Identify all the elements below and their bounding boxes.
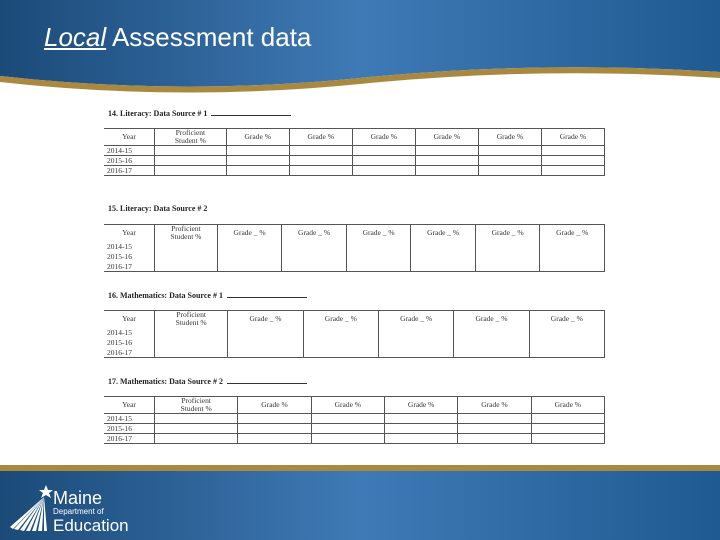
table-row	[104, 166, 605, 176]
value-cell[interactable]	[155, 251, 218, 261]
title-emphasis: Local	[44, 22, 107, 52]
value-cell[interactable]	[303, 327, 378, 337]
grade-header: Grade _ %	[454, 311, 529, 328]
value-cell[interactable]	[529, 347, 604, 358]
value-cell[interactable]	[415, 166, 478, 176]
year-cell: 2016-17	[104, 434, 155, 444]
value-cell[interactable]	[540, 261, 605, 272]
value-cell[interactable]	[155, 424, 238, 434]
grade-header: Grade %	[311, 397, 384, 414]
value-cell[interactable]	[475, 251, 540, 261]
proficient-header	[155, 129, 227, 146]
value-cell[interactable]	[531, 434, 604, 444]
value-cell[interactable]	[226, 146, 289, 156]
grade-header: Grade _ %	[346, 225, 411, 242]
value-cell[interactable]	[415, 156, 478, 166]
value-cell[interactable]	[155, 156, 227, 166]
data-table	[104, 224, 605, 272]
grade-header: Grade _ %	[475, 225, 540, 242]
value-cell[interactable]	[303, 347, 378, 358]
value-cell[interactable]	[155, 347, 228, 358]
value-cell[interactable]	[352, 146, 415, 156]
table-row	[104, 434, 605, 444]
value-cell[interactable]	[540, 251, 605, 261]
value-cell[interactable]	[238, 434, 311, 444]
grade-header: Grade _ %	[540, 225, 605, 242]
year-cell: 2015-16	[107, 337, 132, 347]
grade-header: Grade %	[478, 129, 541, 146]
value-cell[interactable]	[411, 251, 476, 261]
header-band	[0, 0, 720, 100]
value-cell[interactable]	[155, 146, 227, 156]
student-percent-label: Student %	[170, 232, 202, 241]
grade-header: Grade _ %	[282, 225, 347, 242]
proficient-label: Proficient	[181, 396, 211, 405]
value-cell[interactable]	[228, 347, 303, 358]
table-header-row	[104, 225, 605, 242]
proficient-label: Proficient	[175, 128, 206, 137]
value-cell[interactable]	[458, 434, 531, 444]
proficient-header	[155, 225, 218, 242]
grade-header: Grade %	[352, 129, 415, 146]
value-cell[interactable]	[346, 251, 411, 261]
year-cell: 2016-17	[104, 347, 155, 358]
value-cell[interactable]	[378, 337, 453, 347]
value-cell[interactable]	[352, 166, 415, 176]
student-percent-label: Student %	[174, 136, 206, 145]
table-header-row	[104, 129, 605, 146]
grade-header: Grade %	[531, 397, 604, 414]
section-heading	[108, 290, 307, 300]
grade-header: Grade %	[238, 397, 311, 414]
value-cell[interactable]	[282, 241, 347, 251]
logo-education: Education	[53, 516, 129, 535]
year-cell: 2014-15	[104, 414, 155, 424]
logo-wordmark	[53, 489, 129, 535]
value-cell[interactable]	[289, 156, 352, 166]
table-row	[104, 251, 605, 261]
value-cell[interactable]	[228, 327, 303, 337]
grade-header: Grade _ %	[228, 311, 303, 328]
value-cell[interactable]	[415, 146, 478, 156]
year-header: Year	[104, 225, 155, 242]
year-header: Year	[104, 397, 155, 414]
value-cell[interactable]	[282, 251, 347, 261]
value-cell[interactable]	[155, 414, 238, 424]
value-cell[interactable]	[385, 434, 458, 444]
value-cell[interactable]	[155, 241, 218, 251]
table-row	[104, 261, 605, 272]
value-cell[interactable]	[531, 414, 604, 424]
value-cell[interactable]	[541, 166, 604, 176]
grade-header: Grade _ %	[378, 311, 453, 328]
table-row	[104, 414, 605, 424]
blank-line	[211, 108, 291, 116]
value-cell[interactable]	[378, 347, 453, 358]
grade-header: Grade %	[541, 129, 604, 146]
value-cell[interactable]	[454, 347, 529, 358]
table-row	[104, 156, 605, 166]
blank-line	[227, 376, 307, 384]
value-cell[interactable]	[529, 327, 604, 337]
grade-header: Grade %	[385, 397, 458, 414]
value-cell[interactable]	[478, 146, 541, 156]
grade-header: Grade _ %	[303, 311, 378, 328]
year-header: Year	[104, 129, 155, 146]
table-header-row	[104, 311, 605, 328]
footer-gold-stripe	[0, 465, 720, 471]
value-cell[interactable]	[226, 166, 289, 176]
section-heading-text: 15. Literacy: Data Source # 2	[108, 204, 208, 213]
proficient-label: Proficient	[171, 224, 201, 233]
value-cell[interactable]	[217, 241, 282, 251]
value-cell[interactable]	[458, 414, 531, 424]
value-cell[interactable]	[303, 337, 378, 347]
value-cell[interactable]	[385, 424, 458, 434]
section-heading-text: 14. Literacy: Data Source # 1	[108, 109, 208, 118]
value-cell[interactable]	[540, 241, 605, 251]
value-cell[interactable]	[238, 414, 311, 424]
year-cell: 2015-16	[104, 424, 155, 434]
year-cell: 2015-16	[104, 156, 155, 166]
year-cell: 2014-15	[107, 327, 132, 337]
value-cell[interactable]	[311, 434, 384, 444]
section-heading	[108, 376, 307, 386]
table-row	[104, 146, 605, 156]
data-table	[104, 396, 605, 444]
blank-line	[227, 290, 307, 298]
value-cell[interactable]	[238, 424, 311, 434]
year-cell: 2014-15	[104, 146, 155, 156]
data-table	[104, 128, 605, 176]
grade-header: Grade %	[415, 129, 478, 146]
value-cell[interactable]	[282, 261, 347, 272]
value-cell[interactable]	[352, 156, 415, 166]
value-cell[interactable]	[454, 327, 529, 337]
table-row	[104, 241, 605, 251]
year-header: Year	[104, 311, 155, 328]
slide-title	[44, 22, 311, 53]
grade-header: Grade %	[289, 129, 352, 146]
value-cell[interactable]	[155, 434, 238, 444]
year-cell: 2016-17	[104, 166, 155, 176]
value-cell[interactable]	[155, 166, 227, 176]
value-cell[interactable]	[411, 261, 476, 272]
year-cell: 2014-15	[107, 241, 132, 251]
value-cell[interactable]	[478, 156, 541, 166]
section-heading	[108, 108, 291, 118]
value-cell[interactable]	[226, 156, 289, 166]
value-cell[interactable]	[311, 424, 384, 434]
table-header-row	[104, 397, 605, 414]
value-cell[interactable]	[346, 261, 411, 272]
value-cell[interactable]	[475, 241, 540, 251]
section-heading-text: 16. Mathematics: Data Source # 1	[108, 291, 223, 300]
table-row	[104, 424, 605, 434]
value-cell[interactable]	[531, 424, 604, 434]
value-cell[interactable]	[378, 327, 453, 337]
grade-header: Grade _ %	[411, 225, 476, 242]
year-cell: 2015-16	[107, 251, 132, 261]
value-cell[interactable]	[529, 337, 604, 347]
grade-header: Grade %	[226, 129, 289, 146]
proficient-header	[155, 397, 238, 414]
value-cell[interactable]	[217, 261, 282, 272]
value-cell[interactable]	[155, 337, 228, 347]
value-cell[interactable]	[289, 146, 352, 156]
data-table	[104, 310, 605, 358]
section-heading	[108, 204, 207, 213]
section-heading-text: 17. Mathematics: Data Source # 2	[108, 377, 223, 386]
value-cell[interactable]	[475, 261, 540, 272]
value-cell[interactable]	[155, 261, 218, 272]
value-cell[interactable]	[385, 414, 458, 424]
grade-header: Grade _ %	[217, 225, 282, 242]
value-cell[interactable]	[346, 241, 411, 251]
value-cell[interactable]	[454, 337, 529, 347]
value-cell[interactable]	[311, 414, 384, 424]
table-row	[104, 327, 605, 337]
student-percent-label: Student %	[175, 318, 207, 327]
value-cell[interactable]	[155, 327, 228, 337]
logo-maine: Maine	[53, 488, 103, 508]
value-cell[interactable]	[541, 146, 604, 156]
logo-department: Department of	[53, 507, 104, 516]
student-percent-label: Student %	[180, 404, 212, 413]
proficient-label: Proficient	[176, 310, 206, 319]
value-cell[interactable]	[411, 241, 476, 251]
value-cell[interactable]	[541, 156, 604, 166]
proficient-header	[155, 311, 228, 328]
value-cell[interactable]	[289, 166, 352, 176]
year-cell: 2016-17	[104, 261, 155, 272]
value-cell[interactable]	[458, 424, 531, 434]
table-row	[104, 337, 605, 347]
title-rest: Assessment data	[106, 22, 312, 52]
value-cell[interactable]	[228, 337, 303, 347]
table-row	[104, 347, 605, 358]
value-cell[interactable]	[478, 166, 541, 176]
grade-header: Grade %	[458, 397, 531, 414]
grade-header: Grade _ %	[529, 311, 604, 328]
value-cell[interactable]	[217, 251, 282, 261]
